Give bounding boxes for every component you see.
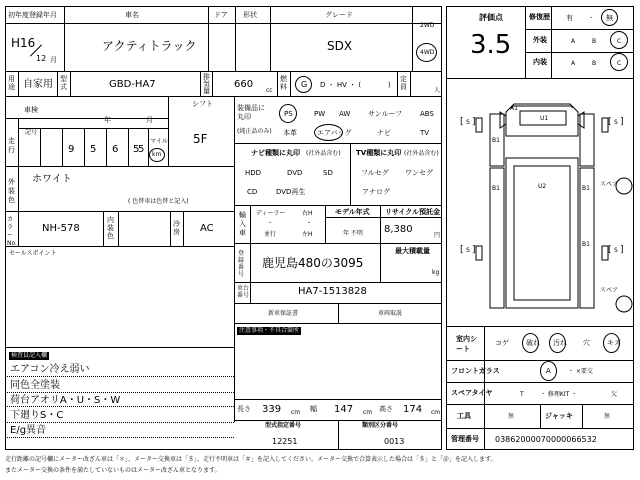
inspection-year-unit: 年 <box>104 116 111 124</box>
divider <box>446 326 634 327</box>
exterior-a: A <box>571 38 576 45</box>
divider <box>212 71 213 96</box>
equipment-aw: AW <box>339 110 351 118</box>
diagram-bracket: ] <box>472 245 476 255</box>
divider <box>170 211 171 246</box>
navi-dvd-play: DVD再生 <box>276 188 306 196</box>
shift-value: 5F <box>193 132 208 146</box>
divider <box>5 211 234 212</box>
spare-tire-repair-kit: ・ 修理KIT ・ <box>540 391 578 398</box>
equipment-ps-circle <box>279 104 297 123</box>
sheet-scratch-circle <box>603 333 620 353</box>
divider <box>234 282 442 283</box>
divider <box>446 382 634 383</box>
divider <box>40 128 41 166</box>
divider <box>235 6 236 71</box>
import-label: 輸入車 <box>239 211 246 237</box>
color-value: ホワイト <box>32 174 72 185</box>
tools-value: 無 <box>508 413 515 420</box>
front-glass-a-circle <box>540 361 557 381</box>
fuel-gasoline: G <box>301 80 308 89</box>
model-year-value: 年 不明 <box>343 230 363 237</box>
fuel-label: 燃料 <box>280 75 287 91</box>
equipment-label: 装備品に丸印 <box>237 104 265 121</box>
diagram-bracket: [ <box>460 245 464 255</box>
sheet-stain-circle <box>549 333 566 353</box>
import-dealer: ディーラー <box>256 210 286 217</box>
grade-label: グレード <box>325 11 353 19</box>
sheet-scratch: キズ <box>607 339 621 347</box>
fuel-gasoline-circle <box>295 76 312 93</box>
caution-label: 注意事項・不具合箇所 <box>239 327 300 334</box>
length-label: 長さ <box>237 405 251 413</box>
tv-oneseg: ワンセグ <box>405 169 433 177</box>
divider <box>234 243 442 244</box>
note-line <box>5 406 234 407</box>
exterior-label: 外装 <box>533 36 547 44</box>
inspector-note: E/g異音 <box>10 425 47 436</box>
inspection-label: 車検 <box>24 106 38 114</box>
diagram-label: S <box>466 247 470 254</box>
divider <box>118 211 119 246</box>
registration-value: 鹿児島480の3095 <box>262 256 364 270</box>
model-label: 型式 <box>60 75 67 91</box>
interior-b: B <box>592 60 597 67</box>
diagram-label: U2 <box>538 183 547 190</box>
equipment-airbag-circle <box>314 124 343 141</box>
first-reg-month: 12 <box>36 54 47 63</box>
diagram-label: B1 <box>492 137 500 144</box>
width-unit: cm <box>363 409 373 416</box>
vehicle-damage-diagram <box>446 78 634 326</box>
equipment-ps: PS <box>284 110 293 118</box>
repair-dot: ・ <box>588 15 595 22</box>
divider <box>5 96 442 97</box>
diagram-bracket: [ <box>608 117 612 127</box>
repair-no-circle <box>601 9 618 26</box>
footer-note: またメーター交換の条件を満たしていないものはメーター改ざん車となります。 <box>5 467 221 474</box>
repair-yes: 有 <box>566 14 573 22</box>
divider <box>234 323 442 324</box>
inspection-month-unit: 月 <box>146 116 153 124</box>
chassis-label: 車台番号 <box>237 285 250 299</box>
vehicle-manual: 車両取説 <box>378 310 403 317</box>
divider <box>350 143 351 205</box>
import-left-hand: 左H <box>302 231 313 238</box>
spare-tire-label: スペアタイヤ <box>451 389 493 397</box>
sheet-stain: 汚れ <box>553 339 567 347</box>
divider <box>338 303 339 323</box>
navi-type-note: (社外品含む) <box>306 150 341 157</box>
management-label: 管理番号 <box>451 435 479 443</box>
equipment-navi: ナビ <box>377 129 391 137</box>
sheet-tear: 破れ <box>526 339 540 347</box>
width-value: 147 <box>334 404 354 415</box>
divider <box>525 6 526 78</box>
diagram-label: U1 <box>540 115 549 122</box>
exterior-c: C <box>617 38 622 45</box>
odometer-digit: 5 <box>133 144 140 155</box>
model-year-label: モデル年式 <box>335 208 370 216</box>
odometer-km-circle <box>149 148 165 162</box>
divider <box>5 166 234 167</box>
type-designation-value: 12251 <box>272 437 298 446</box>
front-glass-a: A <box>546 367 551 375</box>
tv-type-header: TV種類に丸印 <box>356 149 402 157</box>
divider <box>234 96 235 422</box>
equipment-abs: ABS <box>420 110 434 118</box>
note-line <box>5 437 234 438</box>
management-value: 03862000070000066532 <box>495 435 597 444</box>
equipment-tv: TV <box>420 129 430 137</box>
odometer-digit: 6 <box>112 144 119 155</box>
diagram-spare-tire <box>616 178 632 194</box>
exterior-b: B <box>592 38 597 45</box>
type-designation-label: 型式指定番号 <box>265 422 302 429</box>
first-reg-year: H16 <box>11 36 36 50</box>
divider <box>106 128 107 166</box>
divider <box>290 71 291 96</box>
interior-c-circle <box>610 53 628 71</box>
divider <box>397 71 398 96</box>
divider <box>168 96 169 166</box>
divider <box>410 71 411 96</box>
equipment-sublabel: (純正品のみ) <box>237 128 272 135</box>
tv-fullseg: フルセグ <box>361 169 389 177</box>
divider <box>338 420 339 450</box>
divider <box>18 118 19 166</box>
diagram-label: スペア <box>600 287 619 294</box>
sheet-tear-circle <box>522 333 539 353</box>
diagram-label: B1 <box>492 185 500 192</box>
divider <box>234 143 442 144</box>
footer-note: 走行距離の記号欄にメーター改ざん車は「＊」、メーター交換車は「＄」、走行不明車は「＃」を記入してください。メーター交換で合算表示した場合は「＄」と「＠」を記入します。 <box>5 456 497 463</box>
diagram-label: B1 <box>582 185 590 192</box>
odometer-unit-km: km <box>152 151 162 158</box>
divider <box>208 6 209 71</box>
note-line <box>5 376 234 377</box>
diagram-bed <box>506 158 578 308</box>
divider <box>5 347 234 348</box>
spare-tire-missing: 欠 <box>611 391 618 398</box>
inspector-label: 検査員記入欄 <box>11 352 48 359</box>
divider <box>234 205 442 206</box>
note-line <box>5 392 234 393</box>
front-glass-label: フロントガラス <box>451 367 500 375</box>
repair-history-label: 修復歴 <box>529 13 550 21</box>
interior-sheet-label: 室内シート <box>456 335 477 353</box>
chassis-value: HA7-1513828 <box>298 286 367 297</box>
diagram-cab-outline <box>512 106 572 108</box>
equipment-pw: PW <box>314 110 326 118</box>
odometer-digit: 5 <box>90 144 97 155</box>
inspector-note: 下廻りS・C <box>10 410 64 421</box>
navi-dvd: DVD <box>287 169 303 177</box>
divider <box>5 246 234 247</box>
navi-cd: CD <box>247 188 258 196</box>
inspector-note: 同色全塗装 <box>10 380 60 391</box>
model-value: GBD-HA7 <box>109 79 156 90</box>
recycle-unit: 円 <box>434 232 441 239</box>
fuel-options: D ・ HV ・ ( <box>320 81 362 89</box>
use-value: 自家用 <box>23 79 53 90</box>
diagram-label: A1 <box>510 105 518 112</box>
max-load-label: 最大積載量 <box>395 247 430 255</box>
navi-hdd: HDD <box>245 169 262 177</box>
jack-value: 無 <box>604 413 611 420</box>
width-label: 幅 <box>310 405 317 413</box>
divider <box>148 128 149 166</box>
spare-tire-t: T <box>520 391 524 398</box>
note-line <box>5 422 234 423</box>
new-car-warranty: 新車保証書 <box>268 310 299 317</box>
length-value: 339 <box>262 404 282 415</box>
odometer-digit-last: 5 <box>138 144 145 155</box>
divider <box>250 243 251 303</box>
sheet-hole: 穴 <box>583 339 590 347</box>
diagram-bracket: ] <box>620 245 624 255</box>
diagram-bracket: [ <box>460 117 464 127</box>
divider <box>270 6 271 71</box>
max-load-unit: kg <box>432 269 440 276</box>
divider <box>200 71 201 96</box>
diagram-bracket: [ <box>608 245 612 255</box>
recycle-label: リサイクル預託金 <box>385 208 441 216</box>
interior-color-label: 内装色 <box>107 216 114 240</box>
divider <box>525 29 634 30</box>
drive-4wd-circle <box>416 43 437 62</box>
equipment-leather: 本革 <box>283 129 297 137</box>
inspector-note: 荷台アオリA・U・S・W <box>10 395 121 406</box>
grade-value: SDX <box>327 39 353 53</box>
diagram-label: S <box>614 247 618 254</box>
divider <box>5 23 442 24</box>
equipment-sunroof: サンルーフ <box>368 110 403 118</box>
divider <box>84 128 85 166</box>
divider <box>325 205 326 243</box>
shift-label: シフト <box>192 100 213 108</box>
odometer-label: 走行 <box>8 137 15 154</box>
ac-label: 冷房 <box>173 220 180 236</box>
divider <box>128 128 129 166</box>
color-note: ( 色替車は色替と記入) <box>128 198 189 205</box>
capacity-label: 定員 <box>400 75 407 91</box>
diagram-label: S <box>614 119 618 126</box>
divider <box>446 360 634 361</box>
divider <box>551 6 552 78</box>
diagram-spare-tire <box>616 296 632 312</box>
import-right-hand: 右H <box>302 210 313 217</box>
score-label: 評価点 <box>479 13 503 22</box>
divider <box>234 399 442 400</box>
jack-label: ジャッキ <box>545 412 573 420</box>
divider <box>70 71 71 96</box>
import-parallel: 並行 <box>264 231 277 238</box>
sheet-burn: コゲ <box>495 339 509 347</box>
diagram-label: スペア <box>600 181 619 188</box>
tv-type-note: (社外品含む) <box>404 150 439 157</box>
sales-point-label: セールスポイント <box>9 250 57 257</box>
first-reg-label: 初年度登録年月 <box>8 11 57 19</box>
capacity-unit: 人 <box>434 87 441 94</box>
divider <box>540 404 541 428</box>
score-value: 3.5 <box>470 30 512 60</box>
diagram-bracket: ] <box>472 117 476 127</box>
diagram-bracket: ] <box>620 117 624 127</box>
color-code-label: カラーNo. <box>7 216 17 247</box>
divider <box>183 211 184 246</box>
divider <box>57 71 58 96</box>
use-label: 用途 <box>8 75 15 91</box>
navi-type-header: ナビ種類に丸印 <box>251 149 300 157</box>
car-name-value: アクティトラック <box>102 39 197 53</box>
navi-sd: SD <box>323 169 333 177</box>
displacement-value: 660 <box>234 79 254 90</box>
import-dot: ・ <box>267 220 274 227</box>
divider <box>250 205 251 243</box>
displacement-label: 排気量 <box>203 73 210 95</box>
shape-label: 形状 <box>243 11 257 19</box>
door-label: ドア <box>214 11 228 19</box>
divider <box>18 166 19 246</box>
length-unit: cm <box>291 409 301 416</box>
divider <box>277 71 278 96</box>
first-reg-month-unit: 月 <box>50 56 57 64</box>
inspector-note: エアコン冷え弱い <box>10 364 90 375</box>
divider <box>325 217 442 218</box>
recycle-value: 8,380 <box>384 224 413 235</box>
tv-analog: アナログ <box>362 188 390 196</box>
interior-a: A <box>571 60 576 67</box>
repair-no: 無 <box>606 14 613 22</box>
odometer-digit: 9 <box>68 144 75 155</box>
odometer-unit-mile: マイル <box>150 138 168 145</box>
divider <box>582 404 583 428</box>
exterior-c-circle <box>610 31 628 49</box>
car-name-label: 車名 <box>125 11 139 19</box>
diagram-wheel-fl <box>476 118 482 132</box>
divider <box>5 118 168 119</box>
divider <box>64 6 65 71</box>
divider <box>103 211 104 246</box>
diagram-cab-right-side <box>580 114 594 166</box>
interior-label: 内装 <box>533 58 547 66</box>
diagram-wheel-rl <box>476 246 482 260</box>
odometer-digit-label: 記号 <box>25 129 38 136</box>
category-label: 類別区分番号 <box>362 422 399 429</box>
color-code-value: NH-578 <box>42 223 80 234</box>
interior-c: C <box>617 60 622 67</box>
drive-4wd: 4WD <box>420 49 435 56</box>
import-dot: ・ <box>306 220 313 227</box>
height-label: 高さ <box>379 405 393 413</box>
category-value: 0013 <box>384 437 405 446</box>
divider <box>484 326 485 450</box>
height-unit: cm <box>431 409 441 416</box>
divider <box>18 71 19 96</box>
divider <box>446 428 634 429</box>
diagram-label: B1 <box>582 241 590 248</box>
divider <box>62 128 63 166</box>
divider <box>412 6 413 71</box>
drive-2wd: 2WD <box>420 22 435 29</box>
ac-value: AC <box>200 223 214 234</box>
displacement-unit: cc <box>266 87 273 94</box>
front-glass-replace: ・ ×要交 <box>568 368 593 375</box>
tools-label: 工具 <box>457 412 471 420</box>
registration-label: 登録番号 <box>238 250 245 278</box>
diagram-label: S <box>466 119 470 126</box>
fuel-close: ) <box>388 81 391 89</box>
height-value: 174 <box>403 404 423 415</box>
color-label: 外装色 <box>8 178 15 204</box>
equipment-airbag: エアバッグ <box>317 129 352 137</box>
